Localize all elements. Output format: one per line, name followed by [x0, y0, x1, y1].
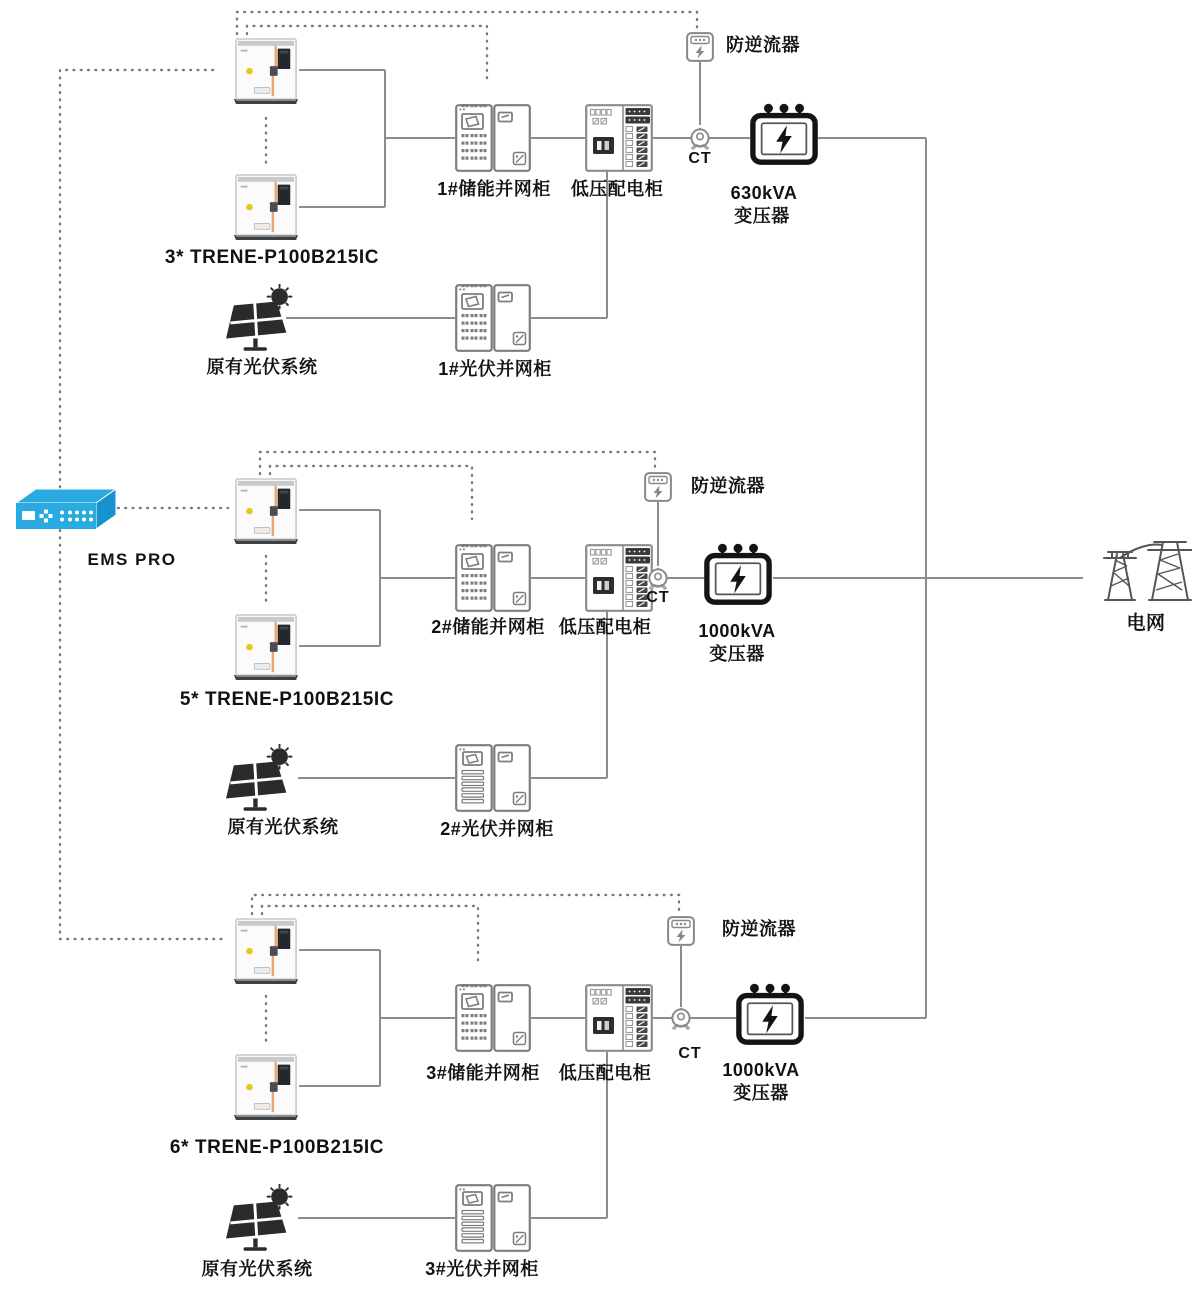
battery-group-label: 3* TRENE-P100B215IC — [164, 247, 380, 268]
anti-backflow-icon — [686, 32, 714, 62]
storage-grid-cabinet-label: 3#储能并网柜 — [426, 1063, 540, 1083]
pv-grid-cabinet-icon — [455, 1184, 531, 1252]
lv-distribution-cabinet-label: 低压配电柜 — [558, 1063, 652, 1083]
battery-cabinet-icon — [233, 172, 299, 242]
pv-grid-cabinet-label: 1#光伏并网柜 — [438, 359, 552, 379]
lv-distribution-cabinet-icon — [585, 984, 653, 1052]
storage-grid-cabinet-label: 1#储能并网柜 — [437, 179, 551, 199]
pv-system-icon — [224, 284, 302, 356]
anti-backflow-label: 防逆流器 — [722, 919, 796, 939]
transformer-capacity-label: 1000kVA — [722, 1060, 800, 1080]
transformer-capacity-label: 1000kVA — [698, 621, 776, 641]
anti-backflow-label: 防逆流器 — [726, 35, 800, 55]
transformer-unit-label: 变压器 — [733, 1083, 789, 1103]
lv-distribution-cabinet-label: 低压配电柜 — [558, 617, 652, 637]
ems-pro-label: EMS PRO — [87, 550, 177, 569]
lv-distribution-cabinet-icon — [585, 544, 653, 612]
pv-grid-cabinet-icon — [455, 744, 531, 812]
storage-grid-cabinet-icon — [455, 984, 531, 1052]
transformer-unit-label: 变压器 — [709, 644, 765, 664]
pv-system-label: 原有光伏系统 — [206, 357, 318, 377]
storage-grid-cabinet-icon — [455, 104, 531, 172]
transformer-capacity-label: 630kVA — [730, 183, 798, 203]
battery-group-label: 6* TRENE-P100B215IC — [169, 1137, 385, 1158]
battery-cabinet-icon — [233, 916, 299, 986]
ct-label: CT — [688, 150, 712, 167]
anti-backflow-icon — [667, 916, 695, 946]
ct-icon — [670, 1007, 692, 1033]
battery-cabinet-icon — [233, 1052, 299, 1122]
lv-distribution-cabinet-label: 低压配电柜 — [570, 179, 664, 199]
storage-grid-cabinet-icon — [455, 544, 531, 612]
battery-cabinet-icon — [233, 476, 299, 546]
power-grid-icon — [1100, 528, 1192, 604]
ct-label: CT — [646, 589, 670, 606]
pv-system-label: 原有光伏系统 — [227, 817, 339, 837]
anti-backflow-icon — [644, 472, 672, 502]
battery-group-label: 5* TRENE-P100B215IC — [179, 689, 395, 710]
transformer-icon — [735, 981, 805, 1047]
battery-cabinet-icon — [233, 36, 299, 106]
pv-grid-cabinet-label: 3#光伏并网柜 — [425, 1259, 539, 1279]
ems-pro-icon — [14, 486, 118, 536]
power-grid-label: 电网 — [1126, 613, 1166, 634]
battery-cabinet-icon — [233, 612, 299, 682]
transformer-icon — [703, 541, 773, 607]
pv-system-label: 原有光伏系统 — [201, 1259, 313, 1279]
pv-grid-cabinet-icon — [455, 284, 531, 352]
transformer-icon — [749, 101, 819, 167]
anti-backflow-label: 防逆流器 — [691, 476, 765, 496]
lv-distribution-cabinet-icon — [585, 104, 653, 172]
pv-grid-cabinet-label: 2#光伏并网柜 — [440, 819, 554, 839]
storage-grid-cabinet-label: 2#储能并网柜 — [431, 617, 545, 637]
pv-system-icon — [224, 744, 302, 816]
transformer-unit-label: 变压器 — [734, 206, 790, 226]
ct-label: CT — [678, 1045, 702, 1062]
pv-system-icon — [224, 1184, 302, 1256]
